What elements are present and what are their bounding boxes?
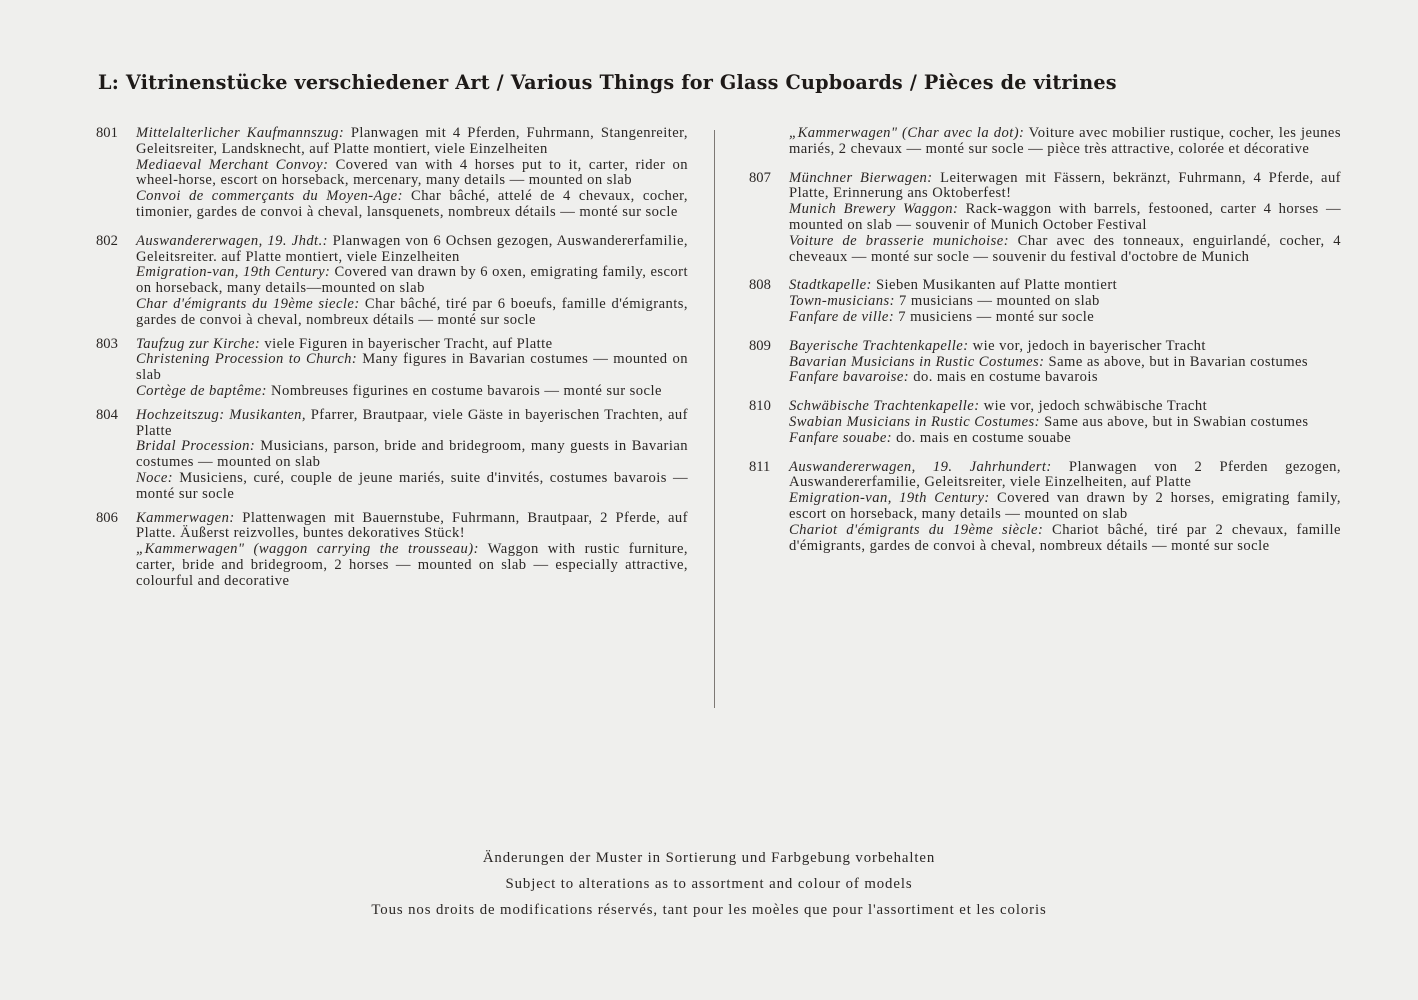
item-name: Auswandererwagen, 19. Jhdt.:	[136, 232, 328, 249]
description-paragraph	[789, 234, 1341, 266]
item-details: Leiterwagen mit Fässern, bekränzt, Fuhrmann, 4 Pferde, auf Platte, Erinnerung ans Oktoberfest!	[789, 169, 1341, 202]
item-details: Char bâché, tiré par 6 boeufs, famille d'émigrants, gardes de convoi à cheval, nombreux détails — monté sur socle	[136, 295, 688, 328]
item-description	[789, 126, 1341, 158]
description-paragraph	[136, 126, 688, 158]
description-paragraph	[136, 234, 688, 266]
description-paragraph	[789, 355, 1341, 371]
description-paragraph	[789, 339, 1341, 355]
item-name: Convoi de commerçants du Moyen-Age:	[136, 188, 403, 205]
item-number: 807	[749, 169, 771, 186]
item-details: Voiture avec mobilier rustique, cocher, les jeunes mariés, 2 chevaux — monté sur socle — pièce très attractive, colorée et décorative	[789, 125, 1341, 157]
catalog-entry	[749, 171, 1341, 266]
description-paragraph	[789, 310, 1341, 326]
item-details: 7 musiciens — monté sur socle	[894, 308, 1095, 325]
item-name: Fanfare bavaroise:	[789, 369, 910, 386]
footer-line-german: Änderungen der Muster in Sortierung und Farbgebung vorbehalten	[482, 850, 936, 866]
item-name: Auswandererwagen, 19. Jahrhundert:	[789, 458, 1052, 475]
item-details: wie vor, jedoch schwäbische Tracht	[979, 398, 1208, 415]
item-description	[789, 171, 1341, 266]
description-paragraph	[136, 384, 688, 400]
item-details: Planwagen von 6 Ochsen gezogen, Auswandererfamilie, Geleitsreiter. auf Platte montiert, viele Einzelheiten	[136, 232, 688, 265]
item-name: Hochzeitszug: Musikanten,	[136, 406, 306, 423]
description-paragraph	[136, 408, 688, 440]
item-name: Taufzug zur Kirche:	[136, 335, 261, 352]
footer-notice	[0, 849, 1418, 927]
description-paragraph	[789, 460, 1341, 492]
description-paragraph	[789, 294, 1341, 310]
catalog-entry	[749, 460, 1341, 555]
description-paragraph	[136, 471, 688, 503]
item-number: 810	[749, 398, 771, 415]
item-name: Schwäbische Trachtenkapelle:	[789, 398, 980, 415]
item-number: 804	[96, 406, 118, 423]
description-paragraph	[789, 399, 1341, 415]
catalog-entry	[96, 234, 688, 329]
item-name: Kammerwagen:	[136, 509, 235, 526]
catalog-entry	[96, 511, 688, 590]
item-name: Munich Brewery Waggon:	[789, 201, 959, 218]
item-details: Same as above, but in Bavarian costumes	[1044, 353, 1309, 370]
item-name: Emigration-van, 19th Century:	[789, 490, 990, 507]
description-paragraph	[136, 542, 688, 589]
description-paragraph	[136, 337, 688, 353]
description-paragraph	[136, 297, 688, 329]
item-details: Covered van with 4 horses put to it, carter, rider on wheel-horse, escort on horseback, mercenary, many details — mounted on slab	[136, 156, 688, 189]
item-description	[136, 234, 688, 329]
item-name: Mediaeval Merchant Convoy:	[136, 156, 329, 173]
item-details: Nombreuses figurines en costume bavarois — monté sur socle	[266, 382, 662, 399]
page-title: L: Vitrinenstücke verschiedener Art / Various Things for Glass Cupboards / Pièces de vitrines	[98, 71, 1117, 94]
description-paragraph	[789, 278, 1341, 294]
description-paragraph	[136, 158, 688, 190]
item-description	[136, 337, 688, 400]
item-description	[136, 511, 688, 590]
item-number: 809	[749, 337, 771, 354]
catalog-entry	[96, 408, 688, 503]
item-name: Swabian Musicians in Rustic Costumes:	[789, 413, 1040, 430]
item-details: viele Figuren in bayerischer Tracht, auf Platte	[260, 335, 553, 352]
item-number: 811	[749, 458, 771, 475]
item-name: Emigration-van, 19th Century:	[136, 264, 331, 281]
item-details: Planwagen mit 4 Pferden, Fuhrmann, Stangenreiter, Geleitsreiter, Landsknecht, auf Platte montiert, viele Einzelheiten	[136, 125, 688, 157]
item-details: do. mais en costume souabe	[892, 429, 1072, 446]
item-name: Noce:	[136, 469, 174, 486]
item-number	[749, 126, 789, 158]
item-description	[136, 408, 688, 503]
item-description	[789, 460, 1341, 555]
description-paragraph	[136, 265, 688, 297]
description-paragraph	[789, 523, 1341, 555]
item-details: Chariot bâché, tiré par 2 chevaux, famille d'émigrants, gardes de convoi à cheval, nombreux détails — monté sur socle	[789, 521, 1341, 554]
item-name: Voiture de brasserie munichoise:	[789, 232, 1010, 249]
description-paragraph	[789, 370, 1341, 386]
description-paragraph	[789, 202, 1341, 234]
item-details: Sieben Musikanten auf Platte montiert	[871, 277, 1118, 294]
item-number: 802	[96, 232, 118, 249]
item-name: Fanfare de ville:	[789, 308, 895, 325]
item-description	[789, 278, 1341, 325]
catalog-entry	[749, 278, 1341, 325]
item-name: Char d'émigrants du 19ème siecle:	[136, 295, 360, 312]
item-name: Stadtkapelle:	[789, 277, 872, 294]
item-details: Covered van drawn by 2 horses, emigrating family, escort on horseback, many details — mounted on slab	[789, 490, 1341, 522]
right-column	[749, 126, 1341, 554]
item-details: Char bâché, attelé de 4 chevaux, cocher, timonier, gardes de convoi à cheval, lansquenets, nombreux détails — monté sur socle	[136, 188, 689, 220]
description-paragraph	[789, 415, 1341, 431]
item-details: Rack-waggon with barrels, festooned, carter 4 horses — mounted on slab — souvenir of Munich October Festival	[789, 201, 1341, 233]
left-column	[96, 126, 688, 590]
item-details: Planwagen von 2 Pferden gezogen, Auswandererfamilie, Geleitsreiter, viele Einzelheiten, auf Platte	[789, 458, 1342, 491]
description-paragraph	[789, 431, 1341, 447]
item-name: „Kammerwagen" (Char avec la dot):	[789, 125, 1025, 141]
item-details: Waggon with rustic furniture, carter, bride and bridegroom, 2 horses — mounted on slab — especially attractive, colourful and decorative	[136, 541, 688, 589]
catalog-entry	[96, 126, 688, 221]
item-name: „Kammerwagen" (waggon carrying the trousseau):	[136, 541, 479, 558]
description-paragraph	[136, 352, 688, 384]
description-paragraph	[789, 491, 1341, 523]
item-name: Münchner Bierwagen:	[789, 169, 933, 186]
item-description	[789, 399, 1341, 446]
item-description	[789, 339, 1341, 386]
item-name: Bridal Procession:	[136, 438, 256, 455]
item-number: 803	[96, 335, 118, 352]
item-details: wie vor, jedoch in bayerischer Tracht	[968, 337, 1206, 354]
footer-line-french: Tous nos droits de modifications réservés, tant pour les moèles que pour l'assortiment et les coloris	[371, 902, 1047, 918]
item-name: Town-musicians:	[789, 293, 895, 310]
item-number: 806	[96, 509, 118, 526]
description-paragraph	[789, 171, 1341, 203]
item-details: do. mais en costume bavarois	[909, 369, 1099, 386]
item-details: Char avec des tonneaux, enguirlandé, cocher, 4 cheveaux — monté sur socle — souvenir du festival d'octobre de Munich	[789, 232, 1341, 265]
description-paragraph	[136, 439, 688, 471]
item-details: Same aus above, but in Swabian costumes	[1039, 413, 1309, 430]
column-divider	[714, 130, 715, 708]
item-details: Pfarrer, Brautpaar, viele Gäste in bayerischen Trachten, auf Platte	[136, 406, 688, 439]
item-description	[136, 126, 688, 221]
description-paragraph	[789, 126, 1341, 158]
catalog-entry	[749, 339, 1341, 386]
item-details: Plattenwagen mit Bauernstube, Fuhrmann, Brautpaar, 2 Pferde, auf Platte. Äußerst reizvolles, buntes dekoratives Stück!	[136, 509, 688, 542]
catalog-entry	[96, 337, 688, 400]
item-name: Cortège de baptême:	[136, 382, 267, 399]
catalog-entry	[749, 126, 1341, 158]
item-details: 7 musicians — mounted on slab	[894, 293, 1100, 310]
item-name: Chariot d'émigrants du 19ème siècle:	[789, 521, 1044, 538]
item-details: Covered van drawn by 6 oxen, emigrating family, escort on horseback, many details—mounted on slab	[136, 264, 688, 297]
catalog-entry	[749, 399, 1341, 446]
item-name: Bavarian Musicians in Rustic Costumes:	[789, 353, 1045, 370]
description-paragraph	[136, 189, 688, 221]
description-paragraph	[136, 511, 688, 543]
item-number: 808	[749, 277, 771, 294]
item-name: Fanfare souabe:	[789, 429, 893, 446]
item-name: Bayerische Trachtenkapelle:	[789, 337, 969, 354]
item-details: Musiciens, curé, couple de jeune mariés, suite d'invités, costumes bavarois — monté sur socle	[136, 469, 688, 502]
footer-line-english: Subject to alterations as to assortment and colour of models	[505, 876, 913, 892]
item-number: 801	[96, 125, 118, 141]
item-name: Mittelalterlicher Kaufmannszug:	[136, 125, 345, 141]
item-name: Christening Procession to Church:	[136, 351, 358, 368]
item-details: Musicians, parson, bride and bridegroom, many guests in Bavarian costumes — mounted on slab	[136, 438, 689, 471]
item-details: Many figures in Bavarian costumes — mounted on slab	[136, 351, 688, 384]
